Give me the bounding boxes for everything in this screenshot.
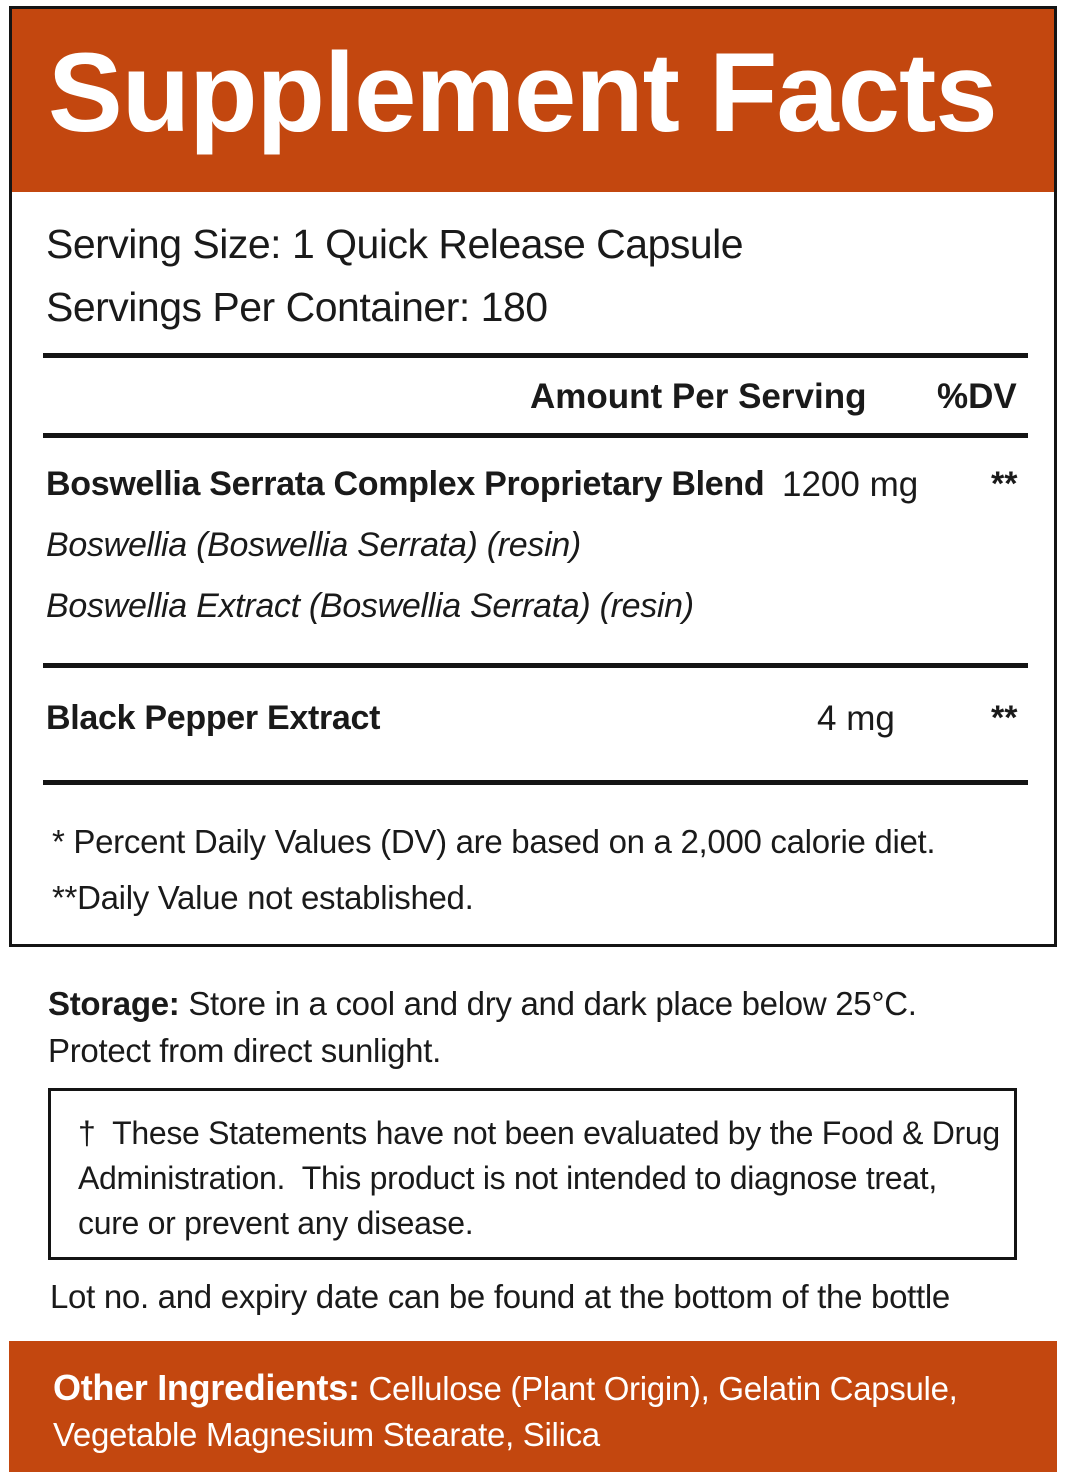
other-ingredients-text-2: Vegetable Magnesium Stearate, Silica (53, 1416, 600, 1453)
rule-header (43, 433, 1028, 438)
disclaimer-line: † These Statements have not been evaluated by the Food & Drug (78, 1115, 1000, 1151)
rule-thick (43, 353, 1028, 358)
fda-disclaimer (48, 1088, 1017, 1260)
header-dv: %DV (937, 377, 1017, 416)
disclaimer-line: Administration. This product is not intended to diagnose treat, (78, 1160, 937, 1196)
serving-size: Serving Size: 1 Quick Release Capsule (46, 221, 744, 267)
panel-title: Supplement Facts (48, 30, 997, 155)
supplement-facts-panel (9, 6, 1057, 947)
storage-text-2: Protect from direct sunlight. (48, 1032, 441, 1069)
title-band (12, 9, 1054, 192)
ingredient-sub-item: Boswellia (Boswellia Serrata) (resin) (46, 526, 581, 564)
ingredient-name: Black Pepper Extract (46, 699, 381, 737)
rule-divider (43, 663, 1028, 668)
other-ingredients-text: Cellulose (Plant Origin), Gelatin Capsule, (359, 1370, 958, 1407)
ingredient-dv: ** (991, 699, 1018, 737)
storage-label: Storage: (48, 985, 180, 1022)
footnote-not-established: **Daily Value not established. (52, 879, 474, 916)
other-ingredients-label: Other Ingredients: (53, 1367, 360, 1408)
servings-per-container: Servings Per Container: 180 (46, 284, 548, 330)
header-amount: Amount Per Serving (530, 377, 867, 416)
ingredient-sub-item: Boswellia Extract (Boswellia Serrata) (resin) (46, 587, 694, 625)
footnote-dv: * Percent Daily Values (DV) are based on a 2,000 calorie diet. (52, 823, 936, 860)
disclaimer-line: cure or prevent any disease. (78, 1205, 474, 1241)
storage-text: Store in a cool and dry and dark place below 25°C. (179, 985, 917, 1022)
ingredient-name: Boswellia Serrata Complex Proprietary Blend (46, 465, 765, 503)
storage-section (48, 980, 1038, 1074)
other-ingredients (53, 1365, 1043, 1458)
ingredient-amount: 4 mg (817, 699, 895, 738)
ingredient-dv: ** (991, 465, 1018, 503)
rule-bottom (43, 780, 1028, 785)
lot-note: Lot no. and expiry date can be found at the bottom of the bottle (50, 1278, 950, 1315)
ingredient-amount: 1200 mg (782, 465, 919, 504)
other-ingredients-band (9, 1341, 1057, 1472)
